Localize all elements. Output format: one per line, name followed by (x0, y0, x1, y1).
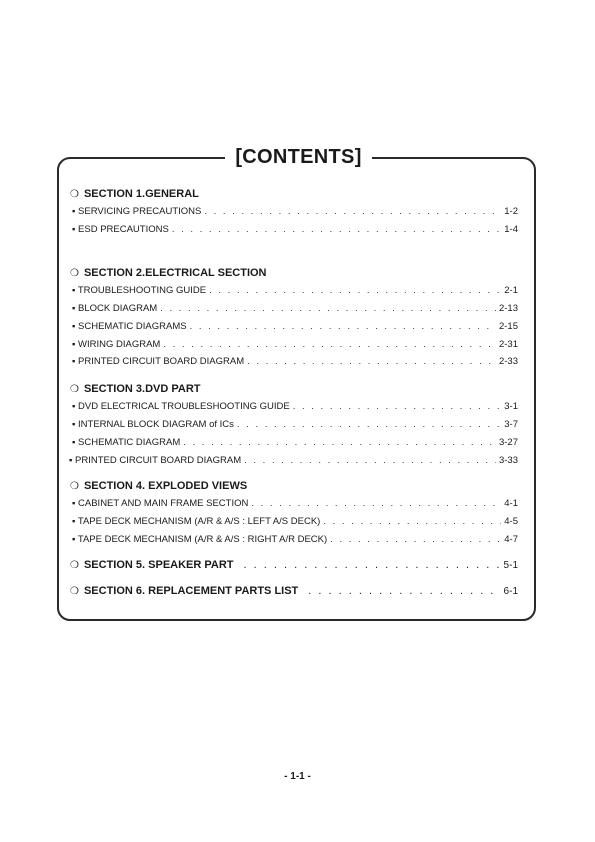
toc-entry-label: ▪ TAPE DECK MECHANISM (A/R & A/S : LEFT A/S DECK) (72, 516, 321, 527)
toc-entry[interactable] (72, 224, 518, 236)
dot-leader (308, 585, 499, 597)
toc-entry-page: 3-33 (498, 455, 518, 466)
toc-entry-page: 4-5 (504, 516, 518, 527)
toc-entry[interactable] (72, 437, 518, 449)
toc-section-entry[interactable] (70, 585, 518, 597)
toc-entry[interactable] (72, 534, 518, 546)
toc-entry-label: ▪ ESD PRECAUTIONS (72, 224, 169, 235)
toc-entry[interactable] (72, 498, 518, 510)
dot-leader (204, 206, 501, 218)
toc-section-entry[interactable] (70, 559, 518, 571)
circle-bullet-icon: ❍ (70, 586, 79, 597)
toc-entry-page: 2-33 (498, 356, 518, 367)
dot-leader (183, 437, 496, 449)
toc-entry[interactable] (72, 356, 518, 368)
toc-section-label: SECTION 5. SPEAKER PART (83, 559, 234, 571)
dot-leader (244, 455, 496, 467)
section-heading: ❍ SECTION 1.GENERAL (70, 188, 199, 200)
toc-section-page: 6-1 (503, 586, 518, 597)
toc-entry-page: 3-7 (504, 419, 518, 430)
toc-entry-label: ▪ WIRING DIAGRAM (72, 339, 161, 350)
dot-leader (172, 224, 501, 236)
dot-leader (163, 339, 496, 351)
toc-entry[interactable] (72, 321, 518, 333)
toc-entry[interactable] (72, 419, 518, 431)
dot-leader (244, 559, 500, 571)
dot-leader (247, 356, 496, 368)
toc-entry-page: 2-15 (498, 321, 518, 332)
toc-entry[interactable] (72, 339, 518, 351)
page-title: [CONTENTS] (225, 142, 372, 172)
toc-entry-page: 2-13 (498, 303, 518, 314)
dot-leader (237, 419, 501, 431)
circle-bullet-icon: ❍ (70, 384, 79, 395)
toc-entry-label: ▪ CABINET AND MAIN FRAME SECTION (72, 498, 249, 509)
circle-bullet-icon: ❍ (70, 189, 79, 200)
section-heading: ❍ SECTION 4. EXPLODED VIEWS (70, 480, 248, 492)
toc-entry[interactable] (72, 401, 518, 413)
circle-bullet-icon: ❍ (70, 560, 79, 571)
toc-entry[interactable] (69, 455, 518, 467)
circle-bullet-icon: ❍ (70, 268, 79, 279)
toc-entry-label: ▪ TAPE DECK MECHANISM (A/R & A/S : RIGHT A/R DECK) (72, 534, 328, 545)
section-heading: ❍ SECTION 3.DVD PART (70, 383, 201, 395)
toc-entry[interactable] (72, 206, 518, 218)
toc-entry-page: 4-1 (504, 498, 518, 509)
toc-entry-label: ▪ BLOCK DIAGRAM (72, 303, 158, 314)
toc-entry-page: 3-1 (504, 401, 518, 412)
toc-entry-label: ▪ PRINTED CIRCUIT BOARD DIAGRAM (69, 455, 242, 466)
toc-entry-label: ▪ SCHEMATIC DIAGRAMS (72, 321, 187, 332)
toc-entry[interactable] (72, 303, 518, 315)
dot-leader (293, 401, 502, 413)
toc-section-page: 5-1 (503, 560, 518, 571)
toc-entry-page: 1-4 (504, 224, 518, 235)
toc-entry-label: ▪ TROUBLESHOOTING GUIDE (72, 285, 207, 296)
toc-section-label: SECTION 6. REPLACEMENT PARTS LIST (83, 585, 299, 597)
dot-leader (160, 303, 496, 315)
toc-entry-page: 4-7 (504, 534, 518, 545)
toc-entry-label: ▪ PRINTED CIRCUIT BOARD DIAGRAM (72, 356, 245, 367)
dot-leader (190, 321, 496, 333)
toc-entry-label: ▪ SCHEMATIC DIAGRAM (72, 437, 181, 448)
toc-entry-page: 3-27 (498, 437, 518, 448)
toc-entry[interactable] (72, 516, 518, 528)
toc-entry-page: 2-1 (504, 285, 518, 296)
toc-entry-label: ▪ DVD ELECTRICAL TROUBLESHOOTING GUIDE (72, 401, 290, 412)
toc-entry-page: 2-31 (498, 339, 518, 350)
circle-bullet-icon: ❍ (70, 481, 79, 492)
toc-entry[interactable] (72, 285, 518, 297)
toc-entry-page: 1-2 (504, 206, 518, 217)
section-heading: ❍ SECTION 2.ELECTRICAL SECTION (70, 267, 267, 279)
dot-leader (251, 498, 501, 510)
dot-leader (330, 534, 501, 546)
toc-entry-label: ▪ INTERNAL BLOCK DIAGRAM of ICs (72, 419, 234, 430)
dot-leader (209, 285, 501, 297)
dot-leader (323, 516, 501, 528)
page-number: - 1-1 - (284, 771, 311, 782)
toc-entry-label: ▪ SERVICING PRECAUTIONS (72, 206, 202, 217)
